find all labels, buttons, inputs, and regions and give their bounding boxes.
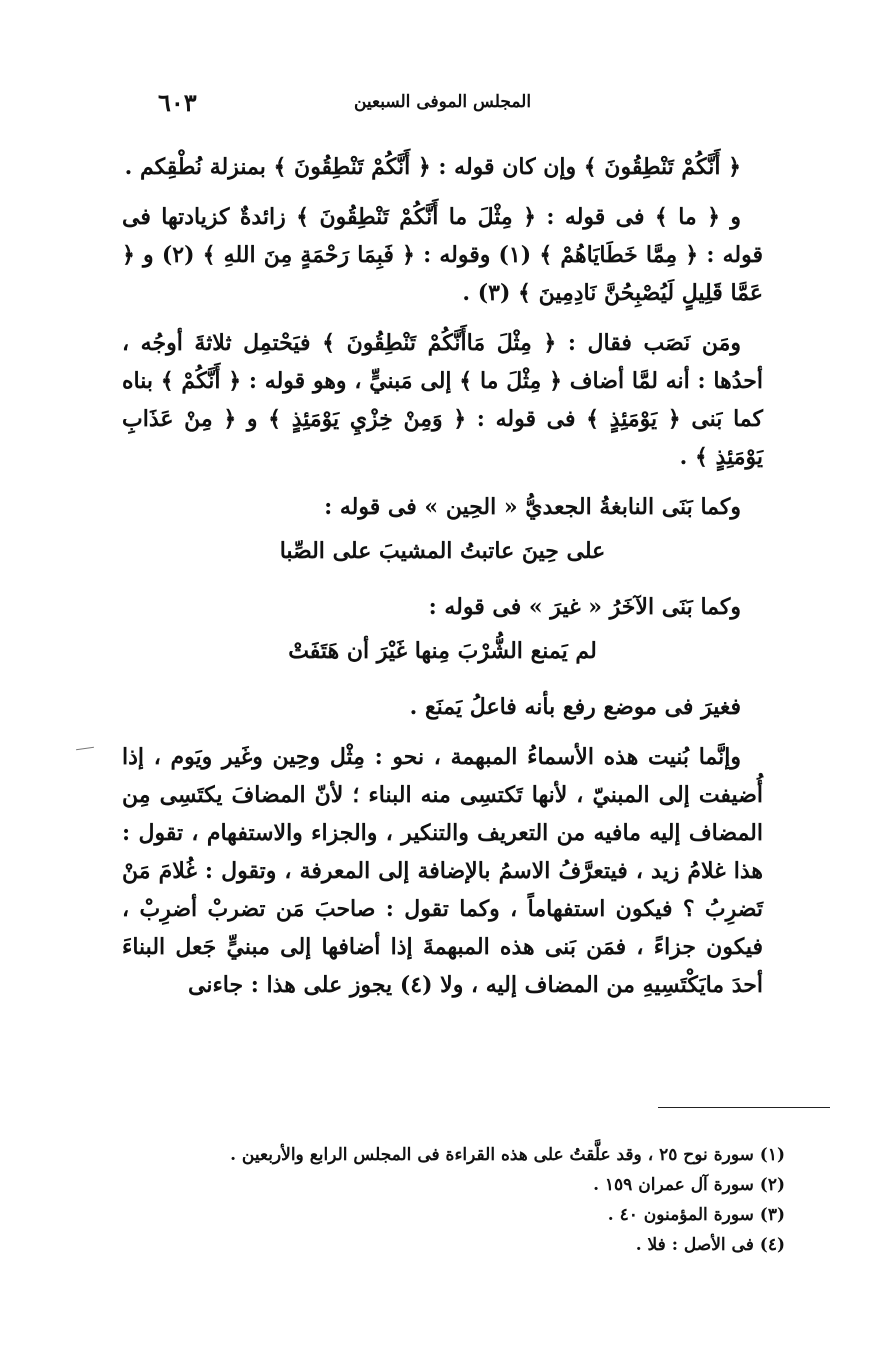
footnotes [122, 1140, 785, 1260]
paragraph-6: فغيرَ فى موضع رفع بأنه فاعلُ يَمنَع . [409, 694, 741, 720]
paragraph-2: و ﴿ ما ﴾ فى قوله : ﴿ مِثْلَ ما أَنَّكُمْ تَنْطِقُونَ ﴾ زائدةٌ كزيادتها فى قوله : ﴿ مِمَّا خَطَايَاهُمْ ﴾ (١) وقوله : ﴿ فَبِمَا رَحْمَةٍ مِنَ اللهِ ﴾ (٢) و ﴿ عَمَّا قَلِيلٍ لَيُصْبِحُنَّ نَادِمِينَ ﴾ (٣) . [122, 204, 763, 306]
main-text [122, 148, 763, 1016]
paragraph-5: وكما بَنَى الآخَرُ « غيرَ » فى قوله : [428, 594, 741, 620]
footnote-2: (٢) سورة آل عمران ١٥٩ . [593, 1175, 785, 1195]
verse-line-1: على حِينَ عاتبتُ المشيبَ على الصِّبا [279, 538, 606, 564]
page-header [120, 88, 765, 118]
verse-line-2: لم يَمنع الشُّرْبَ مِنها غَيْرَ أن هَتَفَتْ [288, 638, 597, 664]
margin-mark [76, 747, 94, 750]
footnote-divider [658, 1107, 830, 1108]
running-title: المجلس الموفى السبعين [353, 92, 532, 112]
paragraph-7: وإنَّما بُنيت هذه الأسماءُ المبهمة ، نحو : مِثْل وحِين وغَير ويَوم ، إذا أُضيفت إلى المبنيّ ، لأنها تَكتسِى منه البناء ؛ لأنّ المضافَ يكتَسِى مِن المضاف إليه مافيه من التعريف والتنكير ، والجزاء والاستفهام ، تقول : هذا غلامُ زيد ، فيتعرَّفُ الاسمُ بالإضافة إلى المعرفة ، وتقول : غُلامَ مَنْ تَضرِبُ ؟ فيكون استفهاماً ، وكما تقول : صاحبَ مَن تضربْ أضرِبْ ، فيكون جزاءً ، فمَن بَنى هذه المبهمةَ إذا أضافها إلى مبنيٍّ جَعل البناءَ أحدَ مايَكْتَسِيهِ من المضاف إليه ، ولا (٤) يجوز على هذا : جاءنى [122, 744, 763, 998]
paragraph-4: وكما بَنَى النابغةُ الجعديُّ « الحِين » فى قوله : [324, 494, 741, 520]
footnote-4: (٤) فى الأصل : فلا . [635, 1235, 785, 1255]
footnote-1: (١) سورة نوح ٢٥ ، وقد علَّقتُ على هذه القراءة فى المجلس الرابع والأربعين . [230, 1145, 785, 1165]
footnote-3: (٣) سورة المؤمنون ٤٠ . [607, 1205, 785, 1225]
paragraph-1: ﴿ أَنَّكُمْ تَنْطِقُونَ ﴾ وإن كان قوله : ﴿ أَنَّكُمْ تَنْطِقُونَ ﴾ بمنزلة نُطْقِكم . [124, 154, 741, 180]
paragraph-3: ومَن نَصَب فقال : ﴿ مِثْلَ مَاأَنَّكُمْ تَنْطِقُونَ ﴾ فيَحْتمِل ثلاثةَ أوجُه ، أحدُها : أنه لمَّا أضاف ﴿ مِثْلَ ما ﴾ إلى مَبنيٍّ ، وهو قوله : ﴿ أَنَّكُمْ ﴾ بناه كما بَنى ﴿ يَوْمَئِذٍ ﴾ فى قوله : ﴿ وَمِنْ خِزْيِ يَوْمَئِذٍ ﴾ و ﴿ مِنْ عَذَابِ يَوْمَئِذٍ ﴾ . [122, 330, 763, 470]
page-number: ٦٠٣ [158, 88, 197, 117]
